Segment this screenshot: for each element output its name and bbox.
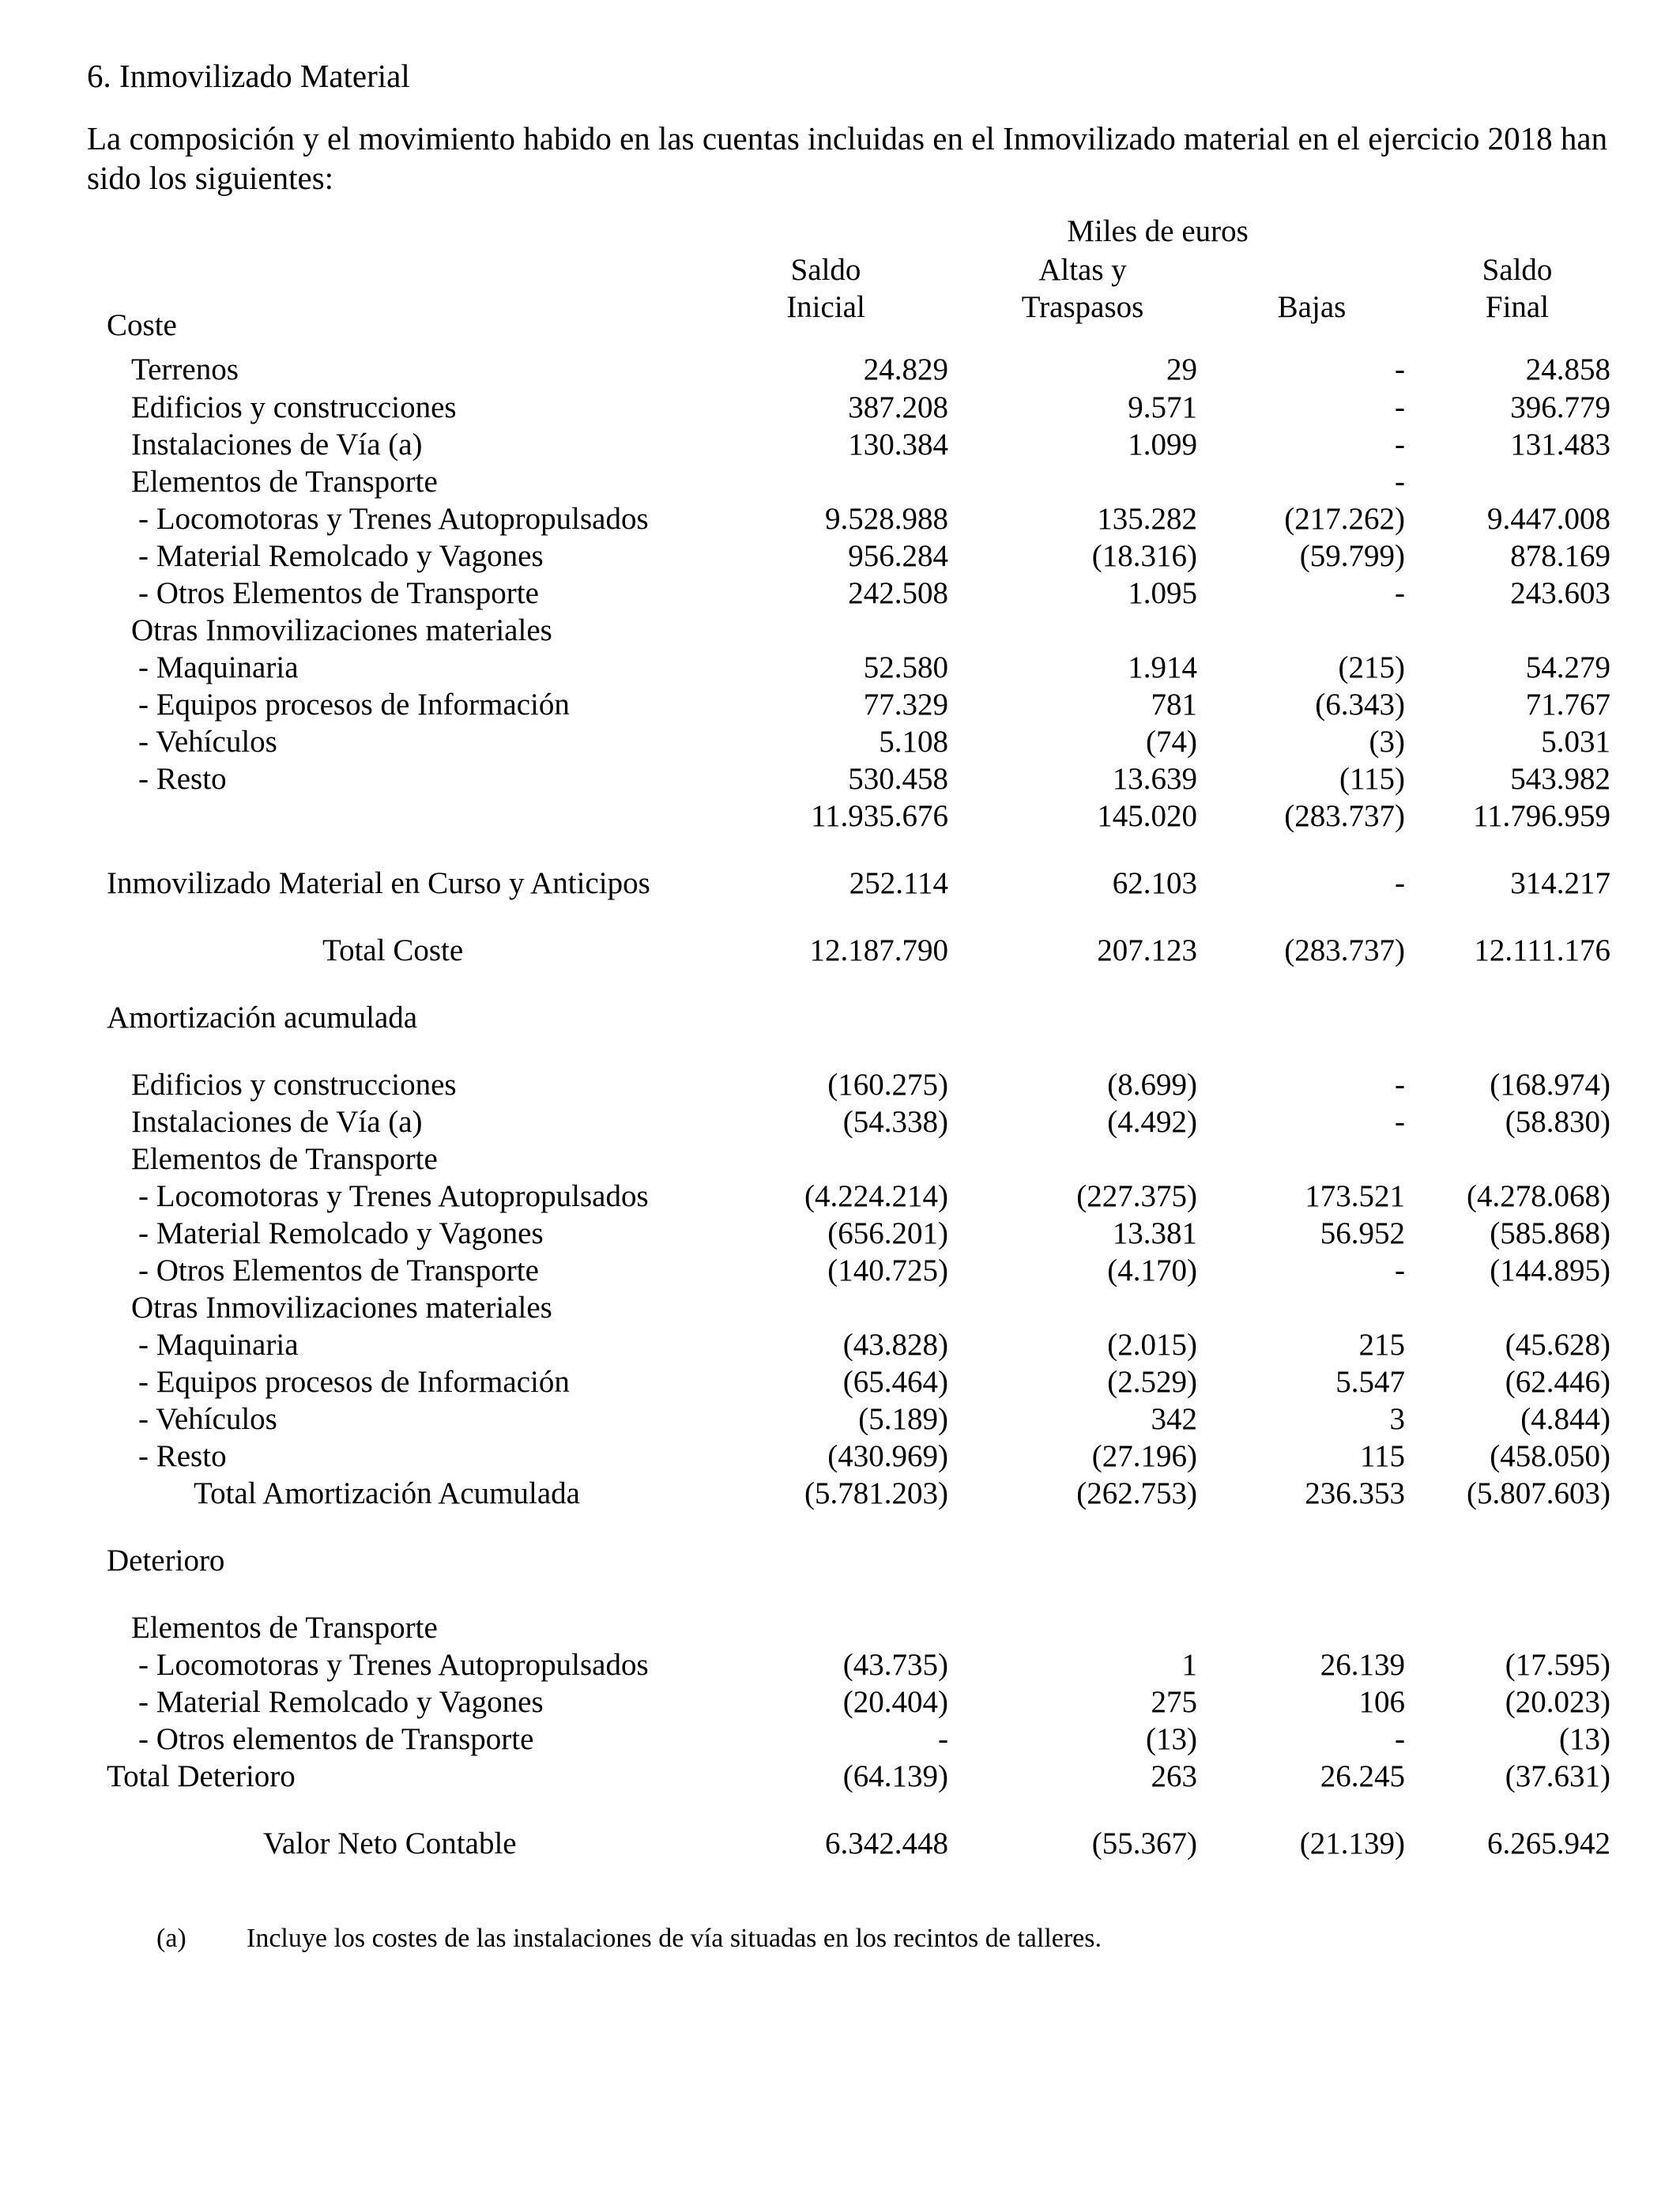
cell-value: 781 — [1151, 688, 1197, 722]
table-row — [0, 1178, 1680, 1216]
row-label: Edificios y construcciones — [131, 1068, 457, 1102]
row-label: - Maquinaria — [138, 1328, 299, 1362]
table-row — [0, 307, 1680, 345]
units-header: Miles de euros — [1067, 214, 1249, 248]
table-row — [0, 575, 1680, 613]
cell-value: (27.196) — [1091, 1439, 1197, 1473]
cell-value: (283.737) — [1284, 799, 1405, 833]
cell-value: (17.595) — [1505, 1648, 1610, 1682]
cell-value: 342 — [1151, 1402, 1197, 1436]
row-label: Edificios y construcciones — [131, 390, 457, 424]
col-header-line: Saldo — [790, 253, 861, 287]
cell-value: 77.329 — [863, 688, 948, 722]
cell-value: (13) — [1146, 1722, 1197, 1756]
cell-value: 263 — [1151, 1759, 1197, 1793]
cell-value: (13) — [1559, 1722, 1610, 1756]
cell-value: (18.316) — [1091, 539, 1197, 573]
cell-value: 9.528.988 — [825, 502, 948, 536]
cell-value: (45.628) — [1505, 1328, 1610, 1362]
table-row — [0, 612, 1680, 650]
row-label: Instalaciones de Vía (a) — [131, 1105, 423, 1139]
cell-value: 145.020 — [1097, 799, 1197, 833]
cell-value: 1.914 — [1128, 650, 1197, 684]
cell-value: (8.699) — [1107, 1068, 1197, 1102]
cell-value: (62.446) — [1505, 1365, 1610, 1399]
cell-value: 13.639 — [1112, 762, 1197, 796]
cell-value: 173.521 — [1305, 1179, 1405, 1213]
cell-value: - — [938, 1722, 948, 1756]
table-row — [0, 1721, 1680, 1759]
row-label: Inmovilizado Material en Curso y Anticipos — [107, 866, 650, 900]
cell-value: (58.830) — [1505, 1105, 1610, 1139]
footnote-marker: (a) — [156, 1924, 186, 1953]
row-label: - Locomotoras y Trenes Autopropulsados — [138, 502, 649, 536]
cell-value: (283.737) — [1284, 933, 1405, 967]
cell-value: (2.015) — [1107, 1328, 1197, 1362]
row-label: - Locomotoras y Trenes Autopropulsados — [138, 1179, 649, 1213]
col-header-line: Inicial — [786, 290, 865, 324]
table-row — [0, 1103, 1680, 1141]
table-row — [0, 797, 1680, 835]
table-row — [0, 760, 1680, 798]
table-row — [0, 500, 1680, 538]
row-label: - Equipos procesos de Información — [138, 688, 570, 722]
cell-value: 54.279 — [1525, 650, 1610, 684]
row-label: - Maquinaria — [138, 650, 299, 684]
cell-value: 29 — [1166, 352, 1197, 386]
table-row — [0, 1140, 1680, 1178]
cell-value: 115 — [1359, 1439, 1405, 1473]
cell-value: (217.262) — [1284, 502, 1405, 536]
cell-value: 396.779 — [1510, 390, 1610, 424]
cell-value: 56.952 — [1320, 1216, 1405, 1250]
table-row — [0, 1438, 1680, 1476]
cell-value: 252.114 — [849, 866, 948, 900]
cell-value: (2.529) — [1107, 1365, 1197, 1399]
cell-value: (144.895) — [1490, 1253, 1610, 1287]
cell-value: 242.508 — [848, 576, 948, 610]
table-row — [0, 932, 1680, 970]
table-row — [0, 649, 1680, 687]
table-row — [0, 723, 1680, 761]
cell-value: (6.343) — [1315, 688, 1405, 722]
cell-value: 3 — [1389, 1402, 1405, 1436]
cell-value: (4.224.214) — [804, 1179, 948, 1213]
cell-value: 9.571 — [1128, 390, 1197, 424]
row-label: - Material Remolcado y Vagones — [138, 1216, 544, 1250]
cell-value: - — [1395, 352, 1405, 386]
cell-value: 5.108 — [879, 725, 948, 759]
cell-value: 131.483 — [1510, 428, 1610, 462]
cell-value: (54.338) — [842, 1105, 948, 1139]
row-label: Total Amortización Acumulada — [194, 1476, 580, 1510]
cell-value: 314.217 — [1510, 866, 1610, 900]
cell-value: (656.201) — [827, 1216, 948, 1250]
cell-value: 530.458 — [848, 762, 948, 796]
cell-value: 11.935.676 — [810, 799, 948, 833]
cell-value: 135.282 — [1097, 502, 1197, 536]
cell-value: 12.187.790 — [809, 933, 948, 967]
table-row — [0, 1066, 1680, 1104]
cell-value: 11.796.959 — [1472, 799, 1610, 833]
cell-value: 9.447.008 — [1487, 502, 1610, 536]
cell-value: 130.384 — [848, 428, 948, 462]
cell-value: (585.868) — [1490, 1216, 1610, 1250]
cell-value: - — [1395, 1253, 1405, 1287]
cell-value: (140.725) — [827, 1253, 948, 1287]
row-label: Amortización acumulada — [107, 1001, 418, 1035]
cell-value: 26.139 — [1320, 1648, 1405, 1682]
table-row — [0, 686, 1680, 724]
cell-value: (55.367) — [1091, 1826, 1197, 1860]
table-row — [0, 1475, 1680, 1513]
row-label: - Otros elementos de Transporte — [138, 1722, 534, 1756]
cell-value: - — [1395, 465, 1405, 499]
cell-value: 12.111.176 — [1474, 933, 1610, 967]
table-row — [0, 1646, 1680, 1684]
table-row — [0, 426, 1680, 464]
cell-value: - — [1395, 1068, 1405, 1102]
table-row — [0, 1215, 1680, 1253]
cell-value: (160.275) — [827, 1068, 948, 1102]
row-label: Total Coste — [322, 933, 464, 967]
col-header-line: Altas y — [1038, 253, 1127, 287]
cell-value: 207.123 — [1097, 933, 1197, 967]
cell-value: 1.095 — [1128, 576, 1197, 610]
table-row — [0, 1289, 1680, 1327]
cell-value: (458.050) — [1490, 1439, 1610, 1473]
row-label: Deterioro — [107, 1544, 225, 1578]
table-row — [0, 1252, 1680, 1290]
cell-value: (3) — [1369, 725, 1405, 759]
section-heading: 6. Inmovilizado Material — [87, 58, 410, 94]
col-header-line: Bajas — [1277, 290, 1347, 324]
cell-value: (43.735) — [842, 1648, 948, 1682]
table-row — [0, 1363, 1680, 1401]
table-row — [0, 865, 1680, 903]
row-label: Instalaciones de Vía (a) — [131, 428, 423, 462]
cell-value: (64.139) — [842, 1759, 948, 1793]
row-label: Valor Neto Contable — [263, 1826, 517, 1860]
cell-value: 62.103 — [1112, 866, 1197, 900]
cell-value: (227.375) — [1076, 1179, 1197, 1213]
cell-value: - — [1395, 390, 1405, 424]
cell-value: 24.829 — [863, 352, 948, 386]
cell-value: - — [1395, 576, 1405, 610]
row-label: - Resto — [138, 1439, 227, 1473]
cell-value: (37.631) — [1505, 1759, 1610, 1793]
cell-value: (5.807.603) — [1467, 1476, 1610, 1510]
cell-value: - — [1395, 1722, 1405, 1756]
cell-value: (74) — [1146, 725, 1197, 759]
cell-value: (4.492) — [1107, 1105, 1197, 1139]
table-row — [0, 1758, 1680, 1796]
cell-value: (168.974) — [1490, 1068, 1610, 1102]
cell-value: (5.189) — [858, 1402, 948, 1436]
cell-value: 24.858 — [1525, 352, 1610, 386]
cell-value: (115) — [1339, 762, 1405, 796]
row-label: - Vehículos — [138, 1402, 277, 1436]
row-label: Coste — [107, 308, 177, 342]
col-header-line: Final — [1485, 290, 1550, 324]
row-label: Total Deterioro — [107, 1759, 296, 1793]
row-label: Otras Inmovilizaciones materiales — [131, 1291, 552, 1325]
cell-value: (215) — [1338, 650, 1405, 684]
cell-value: - — [1395, 1105, 1405, 1139]
cell-value: (20.023) — [1505, 1685, 1610, 1719]
cell-value: (4.844) — [1520, 1402, 1610, 1436]
table-row — [0, 1542, 1680, 1580]
row-label: - Locomotoras y Trenes Autopropulsados — [138, 1648, 649, 1682]
cell-value: - — [1395, 428, 1405, 462]
table-row — [0, 1683, 1680, 1721]
table-row — [0, 463, 1680, 501]
row-label: Elementos de Transporte — [131, 1611, 438, 1645]
table-row — [0, 1825, 1680, 1863]
cell-value: (5.781.203) — [804, 1476, 948, 1510]
cell-value: 387.208 — [848, 390, 948, 424]
cell-value: (262.753) — [1076, 1476, 1197, 1510]
cell-value: (4.278.068) — [1467, 1179, 1610, 1213]
cell-value: 26.245 — [1320, 1759, 1405, 1793]
table-row — [0, 1609, 1680, 1647]
cell-value: (4.170) — [1107, 1253, 1197, 1287]
row-label: Elementos de Transporte — [131, 465, 438, 499]
cell-value: 243.603 — [1510, 576, 1610, 610]
table-row — [0, 537, 1680, 575]
row-label: - Equipos procesos de Información — [138, 1365, 570, 1399]
cell-value: (59.799) — [1299, 539, 1405, 573]
row-label: - Vehículos — [138, 725, 277, 759]
cell-value: 6.342.448 — [825, 1826, 948, 1860]
cell-value: 275 — [1151, 1685, 1197, 1719]
row-label: - Otros Elementos de Transporte — [138, 1253, 539, 1287]
cell-value: 106 — [1358, 1685, 1405, 1719]
cell-value: 5.547 — [1335, 1365, 1405, 1399]
cell-value: 13.381 — [1112, 1216, 1197, 1250]
footnote-text: Incluye los costes de las instalaciones de vía situadas en los recintos de talleres. — [247, 1924, 1102, 1953]
cell-value: 1 — [1181, 1648, 1197, 1682]
cell-value: 6.265.942 — [1487, 1826, 1610, 1860]
table-row — [0, 351, 1680, 389]
col-header-line: Traspasos — [1021, 290, 1144, 324]
row-label: Terrenos — [131, 352, 239, 386]
cell-value: (21.139) — [1299, 1826, 1405, 1860]
row-label: - Otros Elementos de Transporte — [138, 576, 539, 610]
table-row — [0, 1400, 1680, 1438]
table-row — [0, 999, 1680, 1037]
row-label: - Material Remolcado y Vagones — [138, 539, 544, 573]
cell-value: (430.969) — [827, 1439, 948, 1473]
cell-value: (65.464) — [842, 1365, 948, 1399]
intro-paragraph: La composición y el movimiento habido en las cuentas incluidas en el Inmovilizado material en el ejercicio 2018 han sido los siguientes: — [87, 120, 1608, 196]
row-label: Otras Inmovilizaciones materiales — [131, 613, 552, 647]
cell-value: 236.353 — [1305, 1476, 1405, 1510]
row-label: - Resto — [138, 762, 227, 796]
col-header-line — [1233, 251, 1391, 288]
cell-value: 71.767 — [1525, 688, 1610, 722]
col-header-line: Saldo — [1482, 253, 1553, 287]
cell-value: (20.404) — [842, 1685, 948, 1719]
cell-value: 215 — [1358, 1328, 1405, 1362]
cell-value: 878.169 — [1510, 539, 1610, 573]
cell-value: 5.031 — [1541, 725, 1610, 759]
cell-value: 52.580 — [863, 650, 948, 684]
cell-value: 543.982 — [1510, 762, 1610, 796]
cell-value: 1.099 — [1128, 428, 1197, 462]
row-label: Elementos de Transporte — [131, 1142, 438, 1176]
cell-value: 956.284 — [848, 539, 948, 573]
cell-value: (43.828) — [842, 1328, 948, 1362]
row-label: - Material Remolcado y Vagones — [138, 1685, 544, 1719]
table-row — [0, 1326, 1680, 1364]
cell-value: - — [1395, 866, 1405, 900]
table-row — [0, 389, 1680, 427]
